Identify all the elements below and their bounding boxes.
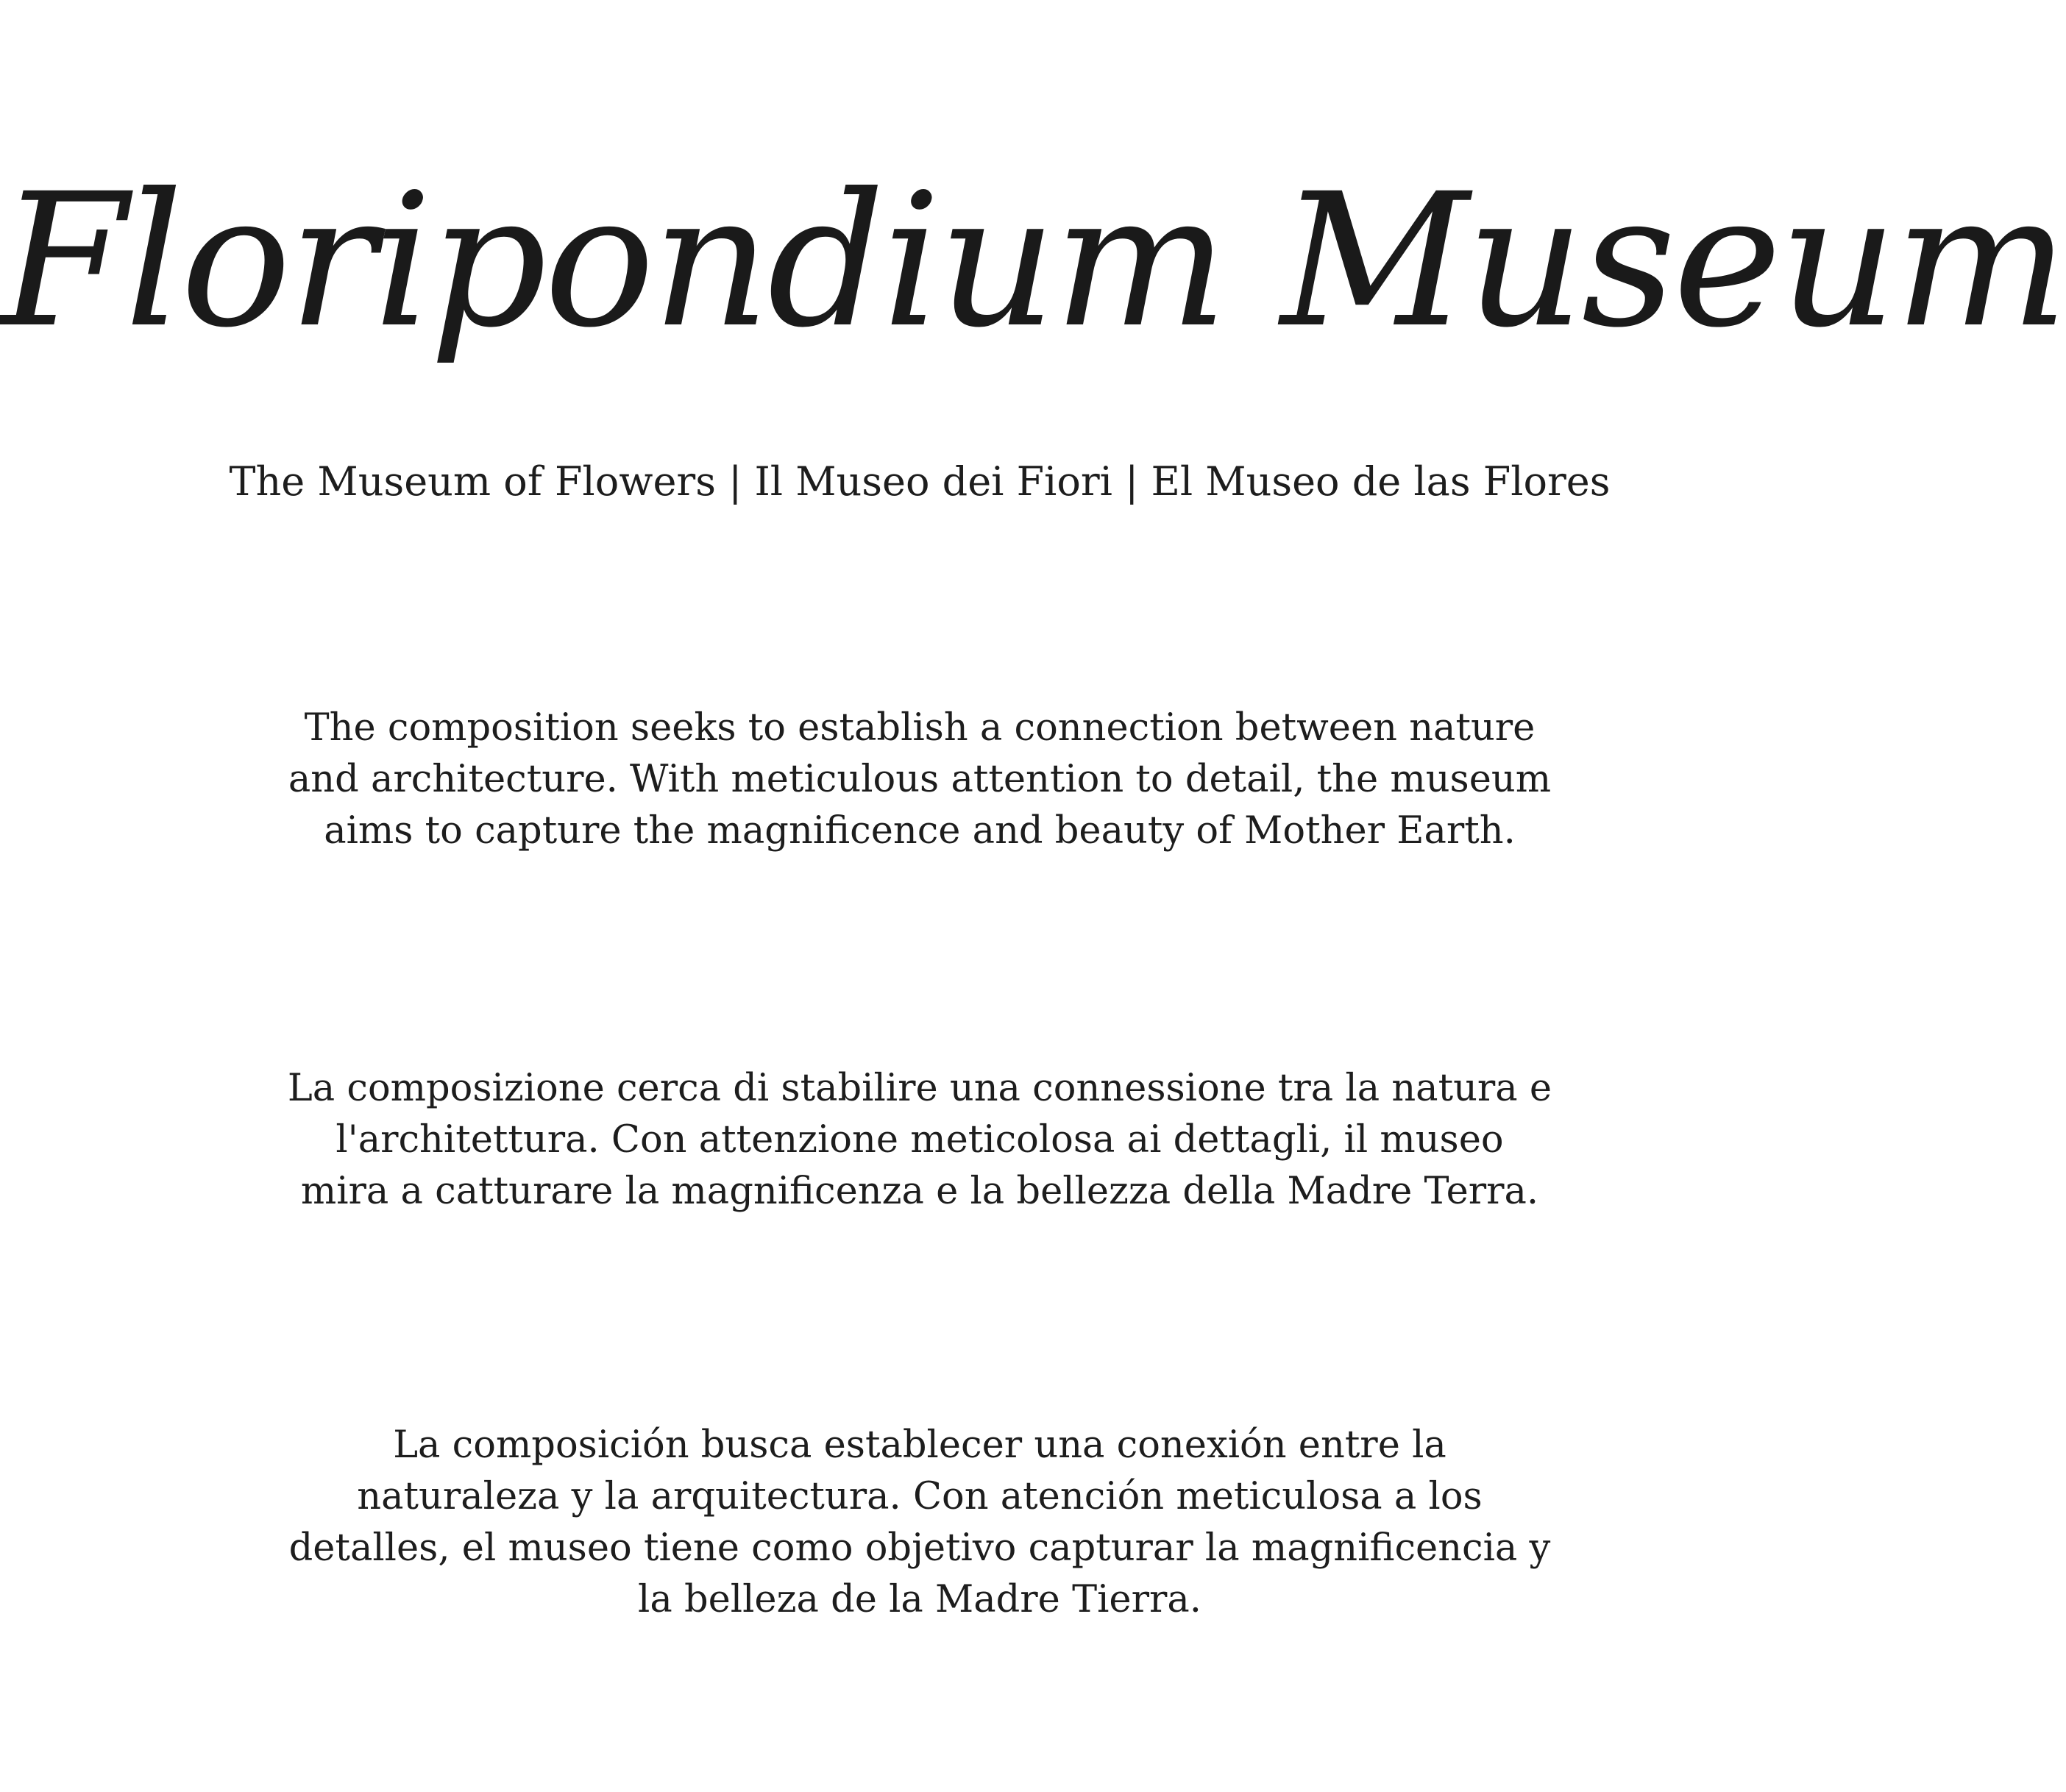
museum-title: Floripondium Museum [0,154,2066,368]
museum-subtitle: The Museum of Flowers | Il Museo dei Fiori | El Museo de las Flores [229,458,1611,505]
description-italian: La composizione cerca di stabilire una connessione tra la natura e l'architettura. Con attenzione meticolosa ai dettagli, il museo mira a catturare la magnificenza e la bellezza della Madre Terra. [287,1067,1552,1213]
description-english: The composition seeks to establish a connection between nature and architecture. With meticulous attention to detail, the museum aims to capture the magnificence and beauty of Mother Earth. [288,706,1552,853]
description-spanish: La composición busca establecer una conexión entre la naturaleza y la arquitectura. Con atención meticulosa a los detalles, el museo tiene como objetivo capturar la magnificencia y la belleza de la Madre Tierra. [288,1423,1551,1621]
